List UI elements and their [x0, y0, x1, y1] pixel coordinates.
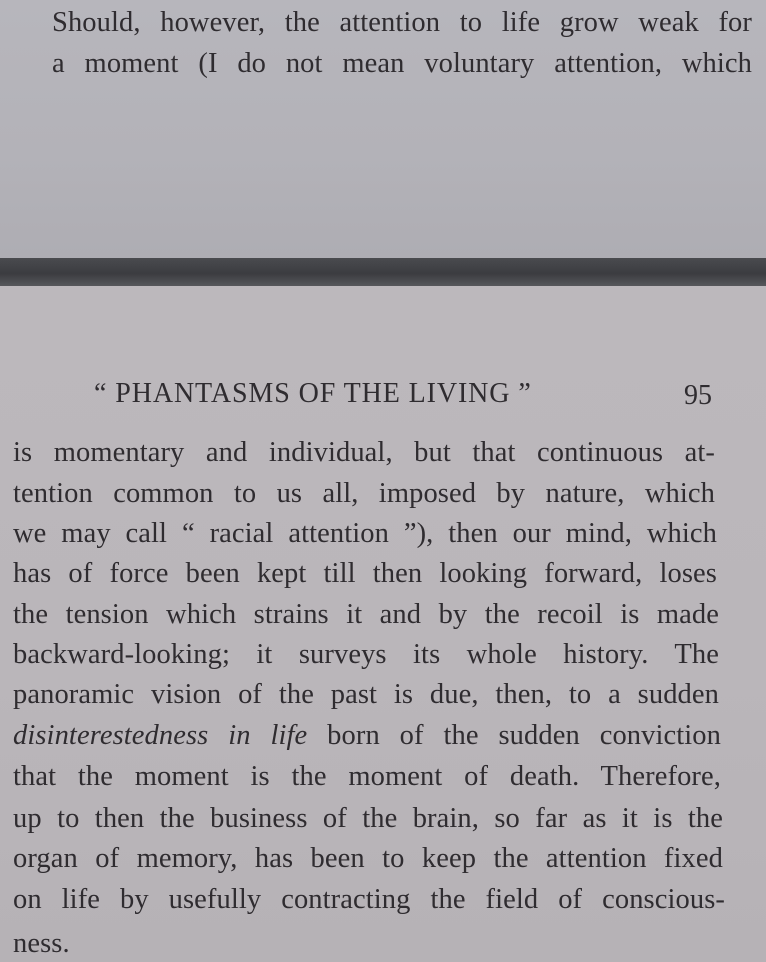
text-line: the tension which strains it and by the recoil is made — [13, 599, 719, 630]
previous-page-fragment — [0, 0, 766, 258]
text-line: tention common to us all, imposed by nature, which — [13, 478, 715, 509]
text-line: ness. — [13, 928, 70, 959]
italic-phrase: disinterestedness in life — [13, 720, 308, 751]
text-line: is momentary and individual, but that continuous at- — [13, 437, 715, 468]
text-line: a moment (I do not mean voluntary attention, which — [52, 48, 752, 79]
text-line: up to then the business of the brain, so far as it is the — [13, 803, 723, 834]
text-line: that the moment is the moment of death. Therefore, — [13, 761, 721, 792]
text-line-rest: born of the sudden conviction — [327, 720, 721, 751]
text-line: Should, however, the attention to life grow weak for — [52, 7, 752, 38]
text-line: organ of memory, has been to keep the attention fixed — [13, 843, 723, 874]
text-line: on life by usefully contracting the field of conscious- — [13, 884, 725, 915]
text-line: has of force been kept till then looking forward, loses — [13, 558, 717, 589]
running-head-title: “ PHANTASMS OF THE LIVING ” — [94, 378, 532, 409]
page-number: 95 — [684, 380, 712, 411]
text-line — [13, 719, 721, 753]
text-line: panoramic vision of the past is due, then, to a sudden — [13, 679, 719, 710]
text-line: backward-looking; it surveys its whole history. The — [13, 639, 719, 670]
page-gutter-shadow — [0, 258, 766, 286]
text-line: we may call “ racial attention ”), then our mind, which — [13, 518, 717, 549]
